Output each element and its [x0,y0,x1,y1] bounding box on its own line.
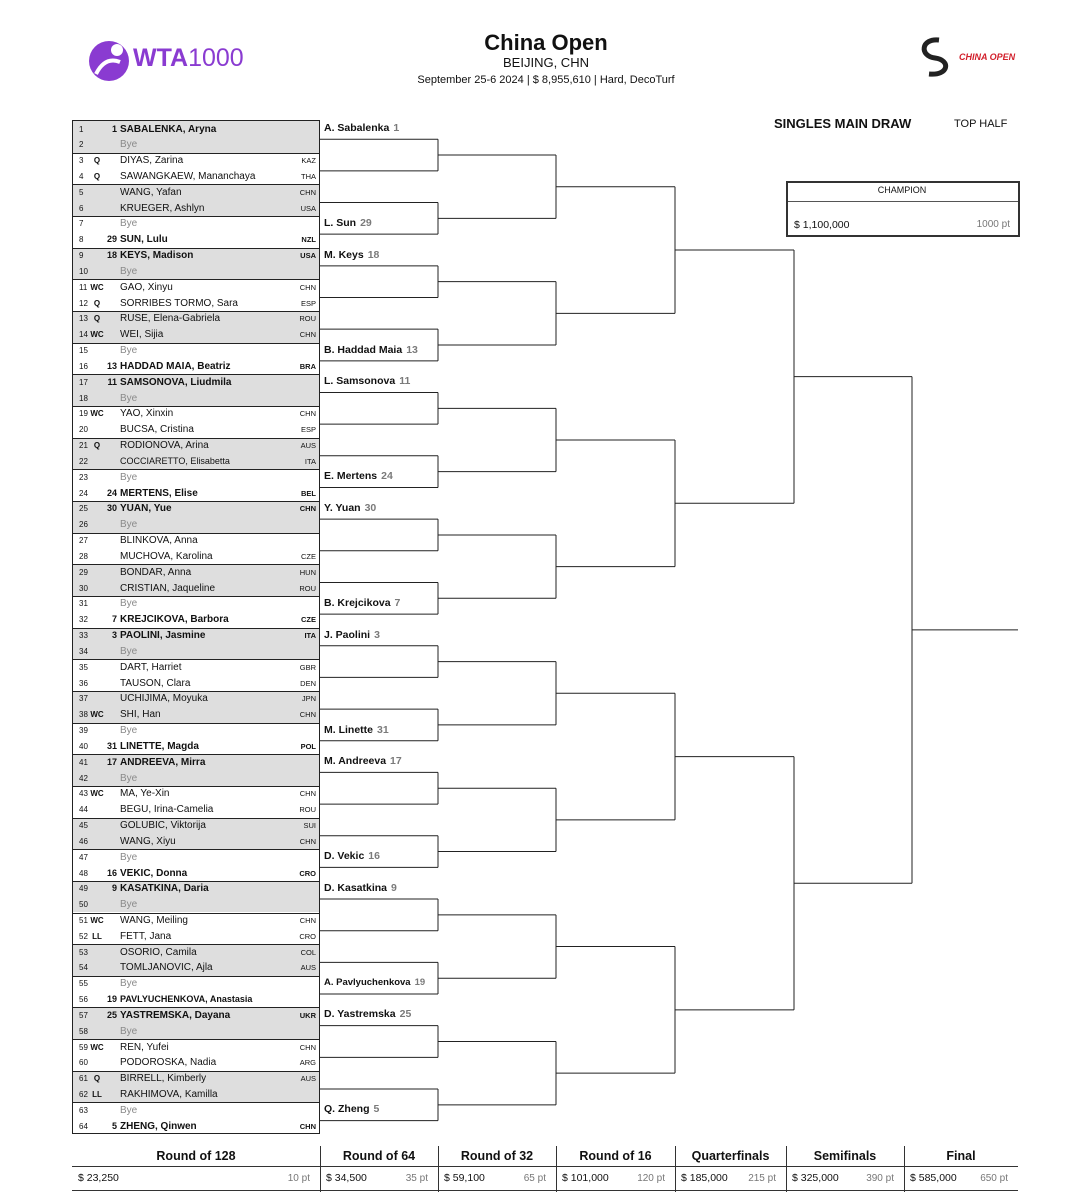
draw-position: 15 [79,346,88,356]
draw-position: 25 [79,504,88,514]
draw-position: 63 [79,1105,88,1115]
entry-type: WC [90,916,104,925]
player-name: GAO, Xinyu [120,281,173,293]
round-name: Round of 64 [342,1149,416,1163]
player-country: CHN [299,836,316,846]
player-name: SABALENKA, Aryna [120,123,217,135]
draw-position: 19 [79,409,88,419]
player-country: POL [300,741,316,751]
player-name: ANDREEVA, Mirra [120,756,206,768]
entry-type: WC [90,282,104,292]
player-country: NZL [301,235,316,245]
player-name: Bye [120,598,138,610]
winner-seed: 5 [373,1103,380,1116]
winner-seed: 7 [394,596,401,609]
player-country: CHN [299,187,316,197]
round-prize: $ 59,100 [444,1172,485,1184]
round-prize: $ 34,500 [326,1172,367,1184]
draw-position: 47 [79,852,88,862]
round-name: Semifinals [813,1149,877,1163]
player-name: Bye [120,772,138,784]
entry-type: WC [90,1042,104,1052]
entry-type: Q [93,1074,101,1084]
player-country: ITA [304,631,316,641]
draw-position: 23 [79,472,88,482]
player-name: BEGU, Irina-Camelia [120,804,214,816]
winner-name: M. Andreeva [324,755,387,768]
round-name: Round of 128 [156,1149,236,1163]
player-name: Bye [120,645,138,657]
player-name: Bye [120,392,138,404]
round-name: Final [946,1149,976,1163]
seed-number: 16 [106,867,117,878]
draw-position: 28 [79,551,88,561]
player-name: SORRIBES TORMO, Sara [120,297,238,309]
draw-position: 61 [79,1074,88,1084]
draw-position: 42 [79,773,88,783]
draw-position: 4 [79,171,84,181]
round-points: 10 pt [287,1173,310,1184]
seed-number: 24 [106,487,117,498]
player-name: SUN, Lulu [120,234,168,246]
footer-column-divider [438,1146,439,1192]
player-name: Bye [120,851,138,863]
seed-number: 25 [106,1009,117,1020]
draw-position: 20 [79,425,88,435]
round-prize: $ 325,000 [792,1172,839,1184]
player-country: ROU [299,805,316,815]
seed-number: 1 [111,123,117,134]
player-name: Bye [120,519,138,531]
draw-position: 9 [79,251,84,261]
player-country: CHN [299,409,316,419]
player-name: CRISTIAN, Jaqueline [120,582,216,594]
player-country: SUI [303,821,316,831]
player-name: TOMLJANOVIC, Ajla [120,962,213,974]
round-points: 120 pt [637,1173,665,1184]
draw-position: 34 [79,646,88,656]
winner-seed: 18 [367,248,380,261]
seed-number: 31 [106,740,117,751]
draw-position: 41 [79,757,88,767]
player-name: YUAN, Yue [120,503,172,515]
entry-type: LL [92,931,102,941]
draw-position: 5 [79,187,84,197]
round-prize: $ 585,000 [910,1172,957,1184]
draw-position: 62 [79,1090,88,1100]
player-name: VEKIC, Donna [120,867,188,879]
winner-name: A. Sabalenka [324,122,390,134]
entry-type: LL [92,1090,102,1100]
player-country: COL [300,947,316,957]
seed-number: 5 [111,1120,117,1131]
player-country: DEN [300,678,316,688]
winner-name: B. Haddad Maia [324,343,403,356]
footer-column-divider [786,1146,787,1192]
draw-position: 50 [79,900,88,910]
draw-position: 12 [79,298,88,308]
player-name: Bye [120,1104,138,1116]
footer-divider-bottom [72,1190,1018,1191]
player-name: RUSE, Elena-Gabriela [120,313,221,325]
draw-position: 53 [79,947,88,957]
player-country: CZE [301,551,316,561]
player-name: HADDAD MAIA, Beatriz [120,360,231,372]
draw-position: 59 [79,1042,88,1052]
player-country: THA [301,171,316,181]
player-country: USA [300,251,316,261]
draw-position: 45 [79,821,88,831]
player-country: CHN [299,1121,316,1131]
winner-seed: 11 [399,375,411,388]
draw-position: 57 [79,1010,88,1020]
player-name: BIRRELL, Kimberly [120,1073,207,1085]
winner-name: L. Samsonova [324,375,396,388]
draw-subtitle: TOP HALF [954,118,1008,130]
player-name: FETT, Jana [120,930,172,942]
winner-seed: 25 [399,1008,412,1021]
player-country: GBR [299,662,316,672]
footer-column-divider [675,1146,676,1192]
draw-position: 29 [79,567,88,577]
draw-position: 36 [79,678,88,688]
draw-position: 30 [79,583,88,593]
player-country: AUS [300,441,316,451]
player-name: Bye [120,471,138,483]
footer-column-divider [904,1146,905,1192]
draw-position: 37 [79,694,88,704]
draw-position: 3 [79,156,84,166]
player-country: BEL [301,488,316,498]
tournament-details: September 25-6 2024 | $ 8,955,610 | Hard, DecoTurf [417,74,675,86]
player-name: WANG, Xiyu [120,835,176,847]
player-name: Bye [120,1025,138,1037]
draw-position: 54 [79,963,88,973]
winner-seed: 30 [364,501,377,514]
winner-seed: 1 [393,122,400,134]
winner-name: Y. Yuan [324,501,361,514]
player-name: TAUSON, Clara [120,677,191,689]
draw-position: 18 [79,393,88,403]
entry-type: Q [93,171,101,181]
entry-type: Q [93,298,101,308]
player-name: SAMSONOVA, Liudmila [120,376,232,388]
round-name: Round of 32 [460,1149,534,1163]
draw-position: 43 [79,789,88,799]
player-country: AUS [300,963,316,973]
tournament-location: BEIJING, CHN [503,55,589,70]
draw-position: 40 [79,741,88,751]
footer-column-divider [320,1146,321,1192]
draw-position: 22 [79,456,88,466]
player-name: Bye [120,218,138,230]
round-name: Quarterfinals [691,1149,770,1163]
player-name: KREJCIKOVA, Barbora [120,614,229,626]
round-prize: $ 23,250 [78,1172,119,1184]
china-open-logo-text: CHINA OPEN [959,52,1016,62]
player-name: GOLUBIC, Viktorija [120,820,206,832]
player-country: ITA [304,456,316,466]
draw-position: 8 [79,235,84,245]
player-name: Bye [120,265,138,277]
player-name: DIYAS, Zarina [120,155,184,167]
player-name: YASTREMSKA, Dayana [120,1009,231,1021]
player-country: CHN [299,916,316,925]
seed-number: 7 [111,614,117,625]
draw-position: 38 [79,710,88,720]
player-name: WANG, Yafan [120,186,182,198]
draw-position: 6 [79,203,84,213]
player-name: OSORIO, Camila [120,946,197,958]
draw-position: 33 [79,631,88,641]
draw-position: 44 [79,805,88,815]
player-country: CHN [299,710,316,720]
winner-name: J. Paolini [324,628,371,641]
player-country: CZE [301,615,316,625]
player-country: KAZ [301,156,316,166]
player-name: YAO, Xinxin [120,408,174,420]
player-country: CHN [299,789,316,799]
player-name: WEI, Sijia [120,329,164,341]
winner-seed: 9 [391,881,397,894]
player-name: MA, Ye-Xin [120,788,170,800]
winner-name: D. Yastremska [324,1008,396,1021]
winner-seed: 13 [406,343,418,356]
round-points: 65 pt [523,1173,546,1184]
draw-position: 49 [79,884,88,894]
player-name: LINETTE, Magda [120,740,199,752]
player-country: JPN [301,694,316,704]
draw-position: 55 [79,979,88,989]
player-country: ROU [299,583,316,593]
entry-type: WC [90,330,104,340]
draw-position: 21 [79,441,88,451]
player-country: CHN [299,504,316,514]
winner-name: M. Keys [324,248,364,261]
winner-name: A. Pavlyuchenkova [324,976,411,988]
draw-position: 48 [79,868,88,878]
draw-position: 31 [79,599,88,609]
round-points: 35 pt [405,1173,428,1184]
player-name: ZHENG, Qinwen [120,1120,197,1132]
player-name: Bye [120,345,138,357]
winner-seed: 16 [368,850,380,863]
winner-name: M. Linette [324,723,373,736]
player-name: UCHIJIMA, Moyuka [120,693,208,705]
entry-type: WC [90,710,104,720]
seed-number: 19 [106,994,117,1005]
player-name: BLINKOVA, Anna [120,535,198,547]
seed-number: 13 [106,360,117,371]
winner-name: L. Sun [324,216,357,229]
footer-column-divider [556,1146,557,1192]
tournament-title: China Open [484,30,608,55]
draw-position: 16 [79,361,88,371]
entry-type: Q [93,156,101,166]
player-country: USA [300,203,316,213]
draw-position: 35 [79,662,88,672]
player-name: BONDAR, Anna [120,566,192,578]
player-name: WANG, Meiling [120,915,188,926]
winner-seed: 29 [360,216,372,229]
draw-position: 1 [79,124,84,134]
winner-seed: 17 [390,755,402,768]
player-name: KRUEGER, Ashlyn [120,202,205,214]
entry-type: Q [93,314,101,324]
player-name: Bye [120,978,138,990]
player-name: Bye [120,139,138,151]
draw-position: 64 [79,1121,88,1131]
player-country: UKR [299,1010,316,1020]
player-name: SAWANGKAEW, Mananchaya [120,170,256,182]
draw-title: SINGLES MAIN DRAW [774,116,912,131]
winner-name: D. Kasatkina [324,881,388,894]
player-name: REN, Yufei [120,1041,169,1053]
player-name: RODIONOVA, Arina [120,440,209,452]
player-name: PAVLYUCHENKOVA, Anastasia [120,994,253,1005]
seed-number: 17 [106,756,117,767]
player-name: SHI, Han [120,709,161,721]
draw-position: 32 [79,615,88,625]
player-name: KEYS, Madison [120,250,194,262]
player-country: CRO [299,868,316,878]
draw-position: 10 [79,266,88,276]
player-country: CHN [299,1042,316,1052]
player-country: ESP [300,298,316,308]
entry-type: Q [93,441,101,451]
draw-position: 39 [79,726,88,736]
draw-position: 58 [79,1026,88,1036]
player-name: DART, Harriet [120,661,182,673]
player-name: KASATKINA, Daria [120,883,209,895]
draw-position: 7 [79,219,84,229]
winner-seed: 3 [374,628,380,641]
round-points: 650 pt [980,1173,1008,1184]
draw-position: 17 [79,377,88,387]
player-name: COCCIARETTO, Elisabetta [120,455,230,466]
player-country: AUS [300,1074,316,1084]
player-country: ROU [299,314,316,324]
player-country: ESP [300,425,316,435]
player-name: PODOROSKA, Nadia [120,1057,217,1069]
player-country: ARG [299,1058,316,1068]
winner-seed: 24 [381,470,393,483]
draw-position: 46 [79,836,88,846]
entry-type: WC [90,409,104,419]
draw-position: 56 [79,995,88,1005]
draw-position: 2 [79,140,84,150]
player-name: BUCSA, Cristina [120,424,194,436]
seed-number: 30 [106,503,117,514]
draw-position: 14 [79,330,88,340]
seed-number: 29 [106,234,117,245]
winner-name: E. Mertens [324,470,378,483]
winner-name: Q. Zheng [324,1103,370,1116]
draw-position: 27 [79,536,88,546]
draw-position: 52 [79,931,88,941]
winner-name: B. Krejcikova [324,596,391,609]
draw-position: 24 [79,488,88,498]
entry-type: WC [90,789,104,799]
winner-name: D. Vekic [324,850,365,863]
champion-prize: $ 1,100,000 [794,219,850,231]
footer-divider-top [72,1166,1018,1167]
player-name: MUCHOVA, Karolina [120,550,213,562]
player-name: MERTENS, Elise [120,487,198,499]
round-points: 390 pt [866,1173,894,1184]
seed-number: 9 [111,883,117,894]
draw-position: 11 [79,282,88,292]
player-country: HUN [299,567,316,577]
player-country: BRA [299,361,316,371]
round-points: 215 pt [748,1173,776,1184]
player-name: Bye [120,725,138,737]
champion-label: CHAMPION [877,185,927,195]
player-name: PAOLINI, Jasmine [120,630,206,642]
seed-number: 11 [107,376,117,387]
draw-position: 60 [79,1058,88,1068]
wta-logo-text: WTA1000 [133,44,244,72]
round-prize: $ 101,000 [562,1172,609,1184]
winner-seed: 31 [377,723,389,736]
player-name: RAKHIMOVA, Kamilla [120,1089,218,1101]
player-name: Bye [120,899,138,911]
champion-points: 1000 pt [976,219,1010,230]
player-country: CRO [299,931,316,941]
player-country: CHN [299,282,316,292]
draw-position: 51 [79,916,88,925]
player-country: CHN [299,330,316,340]
draw-position: 13 [79,314,88,324]
round-name: Round of 16 [579,1149,652,1163]
seed-number: 18 [106,250,117,261]
seed-number: 3 [111,630,117,641]
winner-seed: 19 [414,976,426,988]
round-prize: $ 185,000 [681,1172,728,1184]
draw-position: 26 [79,520,88,530]
